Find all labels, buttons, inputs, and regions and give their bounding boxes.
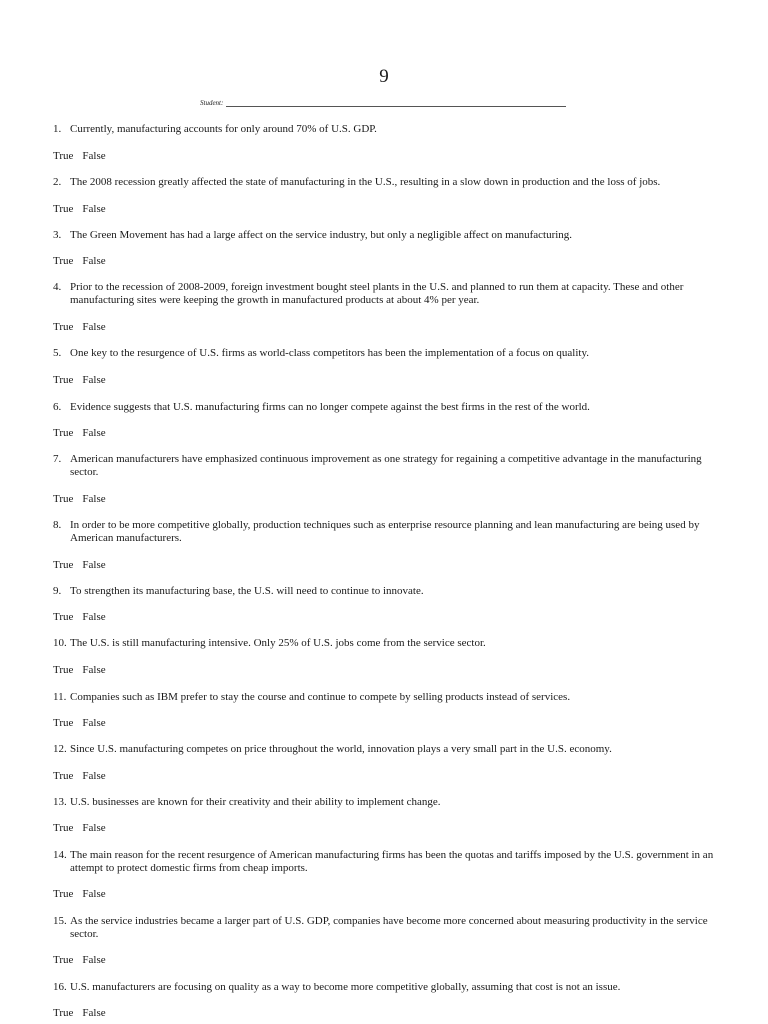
false-option[interactable]: False [82, 559, 106, 571]
true-option[interactable]: True [53, 770, 74, 782]
question-number: 10. [53, 637, 67, 649]
question-number: 4. [53, 281, 62, 293]
question-text: Prior to the recession of 2008-2009, foreign investment bought steel plants in the U.S. and planned to run them at capacity. These and other manufacturing sites were keeping the growth in manufactured products at about 4% per year. [70, 281, 684, 307]
question-text: The 2008 recession greatly affected the state of manufacturing in the U.S., resulting in a slow down in production and the loss of jobs. [70, 176, 661, 188]
question-16 [53, 981, 723, 994]
answer-options-11 [53, 717, 106, 730]
question-number: 12. [53, 743, 67, 755]
true-option[interactable]: True [53, 321, 74, 333]
true-option[interactable]: True [53, 822, 74, 834]
question-number: 11. [53, 691, 67, 703]
question-number: 8. [53, 519, 62, 531]
answer-options-16 [53, 1007, 106, 1020]
question-text: American manufacturers have emphasized continuous improvement as one strategy for regaining a competitive advantage in the manufacturing sector. [70, 453, 702, 479]
answer-options-13 [53, 822, 106, 835]
question-text: U.S. businesses are known for their creativity and their ability to implement change. [70, 796, 441, 808]
answer-options-14 [53, 888, 106, 901]
question-number: 2. [53, 176, 62, 188]
question-number: 9. [53, 585, 62, 597]
question-text: As the service industries became a larger part of U.S. GDP, companies have become more concerned about measuring productivity in the service sector. [70, 915, 708, 941]
false-option[interactable]: False [82, 150, 106, 162]
question-text: The main reason for the recent resurgence of American manufacturing firms has been the quotas and tariffs imposed by the U.S. government in an attempt to protect domestic firms from cheap imports. [70, 849, 714, 875]
question-13 [53, 796, 723, 809]
question-number: 16. [53, 981, 67, 993]
answer-options-2 [53, 203, 106, 216]
answer-options-7 [53, 493, 106, 506]
answer-options-3 [53, 255, 106, 268]
question-10 [53, 637, 723, 650]
answer-options-10 [53, 664, 106, 677]
false-option[interactable]: False [82, 822, 106, 834]
question-12 [53, 743, 723, 756]
question-number: 5. [53, 347, 62, 359]
question-text: Currently, manufacturing accounts for only around 70% of U.S. GDP. [70, 123, 377, 135]
false-option[interactable]: False [82, 664, 106, 676]
question-8 [53, 519, 723, 546]
false-option[interactable]: False [82, 427, 106, 439]
question-11 [53, 691, 723, 704]
student-name-line [200, 99, 566, 107]
student-label: Student: [200, 99, 224, 107]
question-text: To strengthen its manufacturing base, the U.S. will need to continue to innovate. [70, 585, 424, 597]
question-14 [53, 849, 723, 876]
question-number: 15. [53, 915, 67, 927]
question-text: Since U.S. manufacturing competes on price throughout the world, innovation plays a very small part in the U.S. economy. [70, 743, 612, 755]
true-option[interactable]: True [53, 717, 74, 729]
question-3 [53, 229, 723, 242]
answer-options-5 [53, 374, 106, 387]
question-number: 6. [53, 401, 62, 413]
true-option[interactable]: True [53, 559, 74, 571]
question-text: In order to be more competitive globally, production techniques such as enterprise resource planning and lean manufacturing are being used by American manufacturers. [70, 519, 700, 545]
answer-options-12 [53, 770, 106, 783]
false-option[interactable]: False [82, 374, 106, 386]
student-name-rule [226, 99, 566, 107]
answer-options-4 [53, 321, 106, 334]
question-text: Evidence suggests that U.S. manufacturing firms can no longer compete against the best firms in the rest of the world. [70, 401, 590, 413]
false-option[interactable]: False [82, 203, 106, 215]
question-5 [53, 347, 723, 360]
true-option[interactable]: True [53, 611, 74, 623]
question-text: U.S. manufacturers are focusing on quality as a way to become more competitive globally, assuming that cost is not an issue. [70, 981, 621, 993]
question-9 [53, 585, 723, 598]
answer-options-8 [53, 559, 106, 572]
answer-options-1 [53, 150, 106, 163]
question-number: 7. [53, 453, 62, 465]
question-1 [53, 123, 723, 136]
false-option[interactable]: False [82, 493, 106, 505]
page-number: 9 [379, 66, 389, 87]
false-option[interactable]: False [82, 611, 106, 623]
true-option[interactable]: True [53, 493, 74, 505]
true-option[interactable]: True [53, 150, 74, 162]
answer-options-9 [53, 611, 106, 624]
question-text: One key to the resurgence of U.S. firms as world-class competitors has been the implementation of a focus on quality. [70, 347, 590, 359]
false-option[interactable]: False [82, 1007, 106, 1019]
false-option[interactable]: False [82, 888, 106, 900]
question-2 [53, 176, 723, 189]
question-text: The U.S. is still manufacturing intensive. Only 25% of U.S. jobs come from the service sector. [70, 637, 486, 649]
true-option[interactable]: True [53, 203, 74, 215]
question-7 [53, 453, 723, 480]
question-number: 1. [53, 123, 62, 135]
false-option[interactable]: False [82, 321, 106, 333]
question-text: Companies such as IBM prefer to stay the course and continue to compete by selling products instead of services. [70, 691, 571, 703]
question-number: 3. [53, 229, 62, 241]
answer-options-15 [53, 954, 106, 967]
true-option[interactable]: True [53, 954, 74, 966]
true-option[interactable]: True [53, 427, 74, 439]
answer-options-6 [53, 427, 106, 440]
question-6 [53, 401, 723, 414]
true-option[interactable]: True [53, 1007, 74, 1019]
false-option[interactable]: False [82, 770, 106, 782]
question-4 [53, 281, 723, 308]
question-15 [53, 915, 723, 942]
false-option[interactable]: False [82, 255, 106, 267]
true-option[interactable]: True [53, 888, 74, 900]
true-option[interactable]: True [53, 374, 74, 386]
question-text: The Green Movement has had a large affect on the service industry, but only a negligible affect on manufacturing. [70, 229, 573, 241]
false-option[interactable]: False [82, 717, 106, 729]
true-option[interactable]: True [53, 664, 74, 676]
question-number: 13. [53, 796, 67, 808]
true-option[interactable]: True [53, 255, 74, 267]
false-option[interactable]: False [82, 954, 106, 966]
question-number: 14. [53, 849, 67, 861]
